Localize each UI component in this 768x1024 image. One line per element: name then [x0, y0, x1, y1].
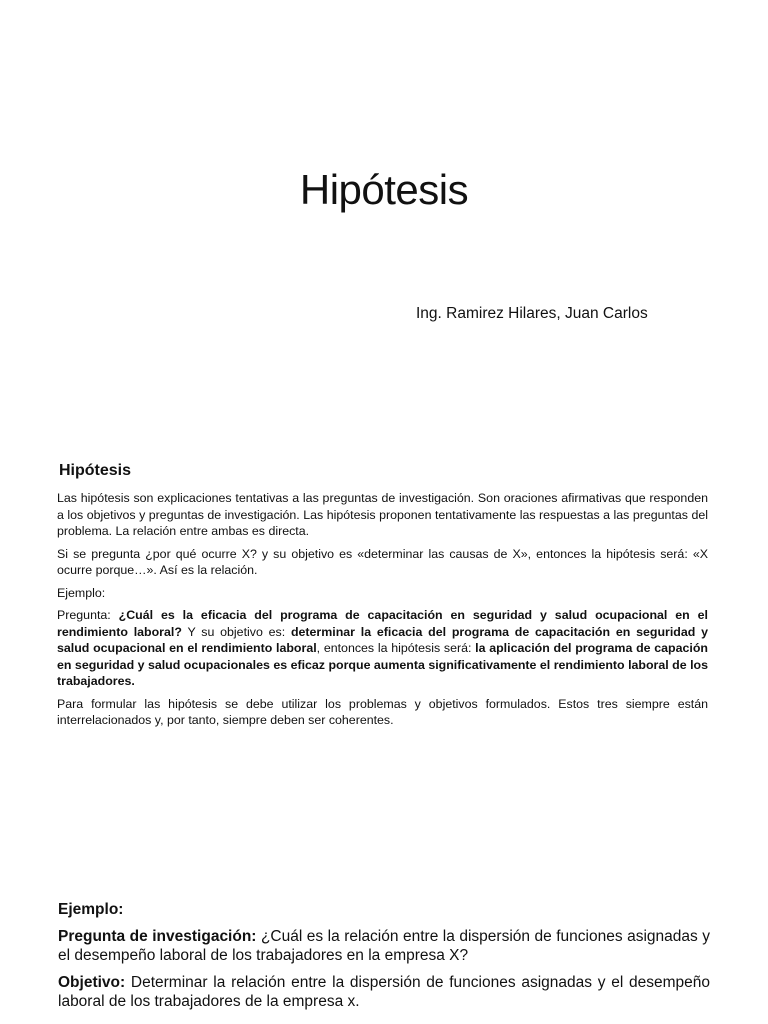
definition-paragraph: Las hipótesis son explicaciones tentativas a las preguntas de investigación. Son oraciones afirmativas que responden a los objetivos y preguntas de investigación. Las hipótesis proponen tentativamente las respuestas a las preguntas del problema. La relación entre ambas es directa. [57, 491, 708, 538]
research-question [58, 927, 710, 966]
objective-text: determinar la eficacia del programa de capacitación en seguridad y salud ocupacional en el rendimiento laboral [57, 624, 708, 655]
objective-text-body: Determinar la relación entre la dispersión de funciones asignadas y el desempeño laboral de los trabajadores de la empresa x. [58, 973, 710, 1010]
hypothesis-slide [57, 462, 708, 735]
hypothesis-text: la aplicación del programa de capación en seguridad y salud ocupacionales es eficaz porque aumenta significativamente el rendimiento laboral de los trabajadores. [57, 641, 708, 688]
example-paragraph [57, 607, 708, 690]
objective-label: Objetivo: [58, 973, 126, 991]
question-text: ¿Cuál es la eficacia del programa de capacitación en seguridad y salud ocupacional en el rendimiento laboral? [57, 608, 708, 639]
formulation-paragraph: Para formular las hipótesis se debe utilizar los problemas y objetivos formulados. Estos tres siempre están interrelacionados y, por tanto, siempre deben ser coherentes. [57, 696, 708, 727]
example-slide [58, 900, 710, 1019]
research-question-label: Pregunta de investigación: [58, 927, 257, 945]
title-slide [0, 0, 768, 440]
section-heading: Hipótesis [59, 462, 132, 479]
relation-paragraph: Si se pregunta ¿por qué ocurre X? y su objetivo es «determinar las causas de X», entonces la hipótesis será: «X ocurre porque…». Así es la relación. [57, 546, 708, 577]
example-label: Ejemplo: [57, 585, 106, 600]
objective [58, 973, 710, 1012]
example-heading-text: Ejemplo: [58, 901, 124, 918]
example-heading [58, 900, 710, 920]
research-question-text: ¿Cuál es la relación entre la dispersión de funciones asignadas y el desempeño laboral de los trabajadores en la empresa X? [58, 927, 710, 964]
question-label: Pregunta: [57, 608, 119, 622]
hypothesis-connector: , entonces la hipótesis será: [316, 641, 476, 655]
author-name: Ing. Ramirez Hilares, Juan Carlos [416, 305, 648, 322]
objective-connector: Y su objetivo es: [181, 624, 291, 639]
page-title: Hipótesis [299, 166, 469, 213]
